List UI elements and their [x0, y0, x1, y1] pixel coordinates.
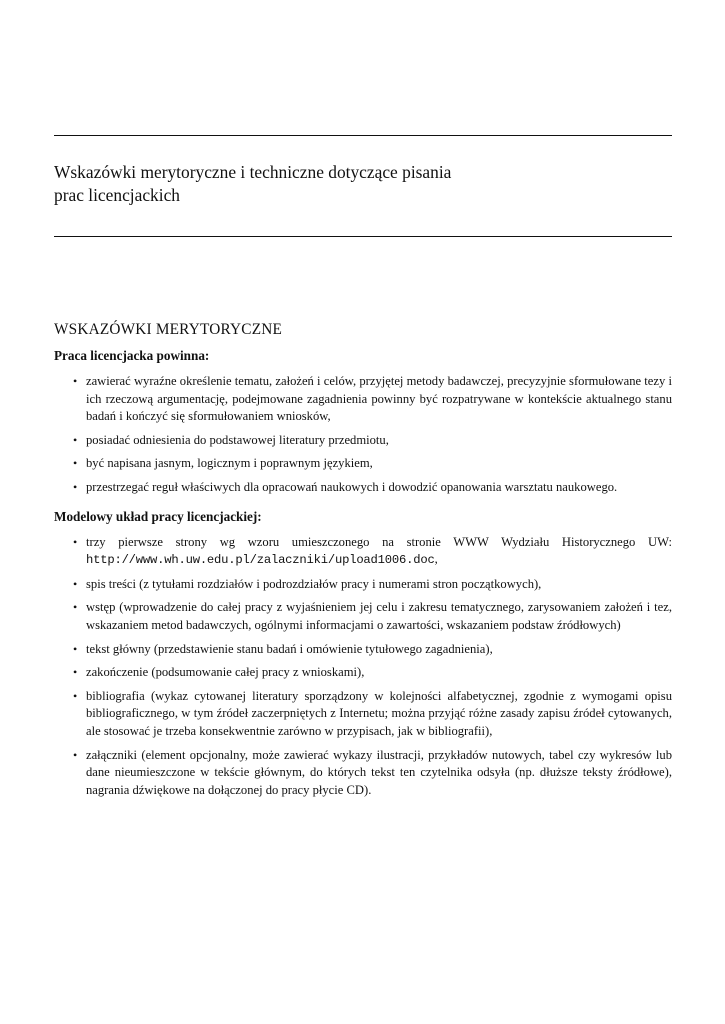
list-item-text: bibliografia (wykaz cytowanej literatury sporządzony w kolejności alfabetycznej, zgodnie z wymogami opisu bibliograficznego, w tym źródeł zaczerpniętych z Internetu; można przyjąć różne zasady zapisu źródeł cytowanych, ale stosować je trzeba konsekwentnie zarówno w przypisach, jak w bibliografii), — [86, 688, 672, 738]
document-body — [54, 319, 672, 805]
bullet-icon: • — [73, 688, 78, 703]
list-item-text: przestrzegać reguł właściwych dla opracowań naukowych i dowodzić opanowania warsztatu naukowego. — [86, 479, 618, 494]
list-item-text: być napisana jasnym, logicznym i poprawnym językiem, — [86, 456, 373, 471]
bullet-icon: • — [73, 374, 78, 388]
layout-heading: Modelowy układ pracy licencjackiej: — [54, 508, 262, 524]
bullet-icon: • — [73, 456, 78, 471]
list-item — [54, 599, 672, 634]
bullet-icon: • — [73, 576, 78, 591]
list-item-text: zawierać wyraźne określenie tematu, założeń i celów, przyjętej metody badawczej, precyzyjnie sformułowane tezy i ich rzeczową argumentację, podejmowane zagadnienia powinny być rozpatrywane w kontekście aktualnego stanu badań i kończyć się sformułowaniem wniosków, — [86, 374, 672, 424]
template-url-link[interactable]: http://www.wh.uw.edu.pl/zalaczniki/upload1006.doc — [86, 553, 435, 568]
bullet-icon: • — [73, 534, 78, 549]
list-item — [54, 664, 672, 682]
list-item-text: tekst główny (przedstawienie stanu badań i omówienie tytułowego zagadnienia), — [86, 641, 493, 656]
list-item-text: zakończenie (podsumowanie całej pracy z wnioskami), — [86, 665, 365, 680]
list-item-text: posiadać odniesienia do podstawowej literatury przedmiotu, — [86, 432, 389, 447]
list-item — [54, 747, 672, 800]
list-item-suffix: , — [434, 552, 438, 567]
layout-list — [54, 534, 672, 800]
list-item-text: wstęp (wprowadzenie do całej pracy z wyjaśnieniem jej celu i zakresu tematycznego, zarysowaniem założeń i tez, wskazaniem metod badawczych, ogólnymi informacjami o zawartości, wskazaniem podstaw źródłowych) — [86, 600, 672, 632]
document-title-line-2: prac licencjackich — [54, 185, 180, 205]
bottom-rule — [54, 236, 672, 237]
document-title — [54, 161, 672, 207]
top-rule — [54, 135, 672, 136]
list-item — [54, 576, 672, 594]
list-item — [54, 688, 672, 741]
list-item — [54, 373, 672, 426]
bullet-icon: • — [73, 600, 78, 615]
list-item — [54, 479, 672, 497]
document-title-line-1: Wskazówki merytoryczne i techniczne dotyczące pisania — [54, 162, 452, 182]
list-item — [54, 534, 672, 570]
bullet-icon: • — [73, 747, 78, 762]
list-item — [54, 432, 672, 450]
requirements-list — [54, 373, 672, 497]
bullet-icon: • — [73, 665, 78, 680]
list-item-text: załączniki (element opcjonalny, może zawierać wykazy ilustracji, przykładów nutowych, tabel czy wykresów lub dane nieumieszczone w tekście głównym, do których tekst ten czytelnika odsyła (np. dłuższe teksty źródłowe), nagrania dźwiękowe na dołączonej do pracy płycie CD). — [86, 747, 672, 797]
list-item — [54, 641, 672, 659]
list-item — [54, 455, 672, 473]
list-item-text: spis treści (z tytułami rozdziałów i podrozdziałów pracy i numerami stron początkowych), — [86, 576, 542, 591]
bullet-icon: • — [73, 479, 78, 494]
list-item-text: trzy pierwsze strony wg wzoru umieszczonego na stronie WWW Wydziału Historycznego UW: — [86, 534, 672, 549]
requirements-heading: Praca licencjacka powinna: — [54, 348, 210, 363]
bullet-icon: • — [73, 641, 78, 656]
section-heading: WSKAZÓWKI MERYTORYCZNE — [54, 321, 283, 338]
bullet-icon: • — [73, 432, 78, 447]
